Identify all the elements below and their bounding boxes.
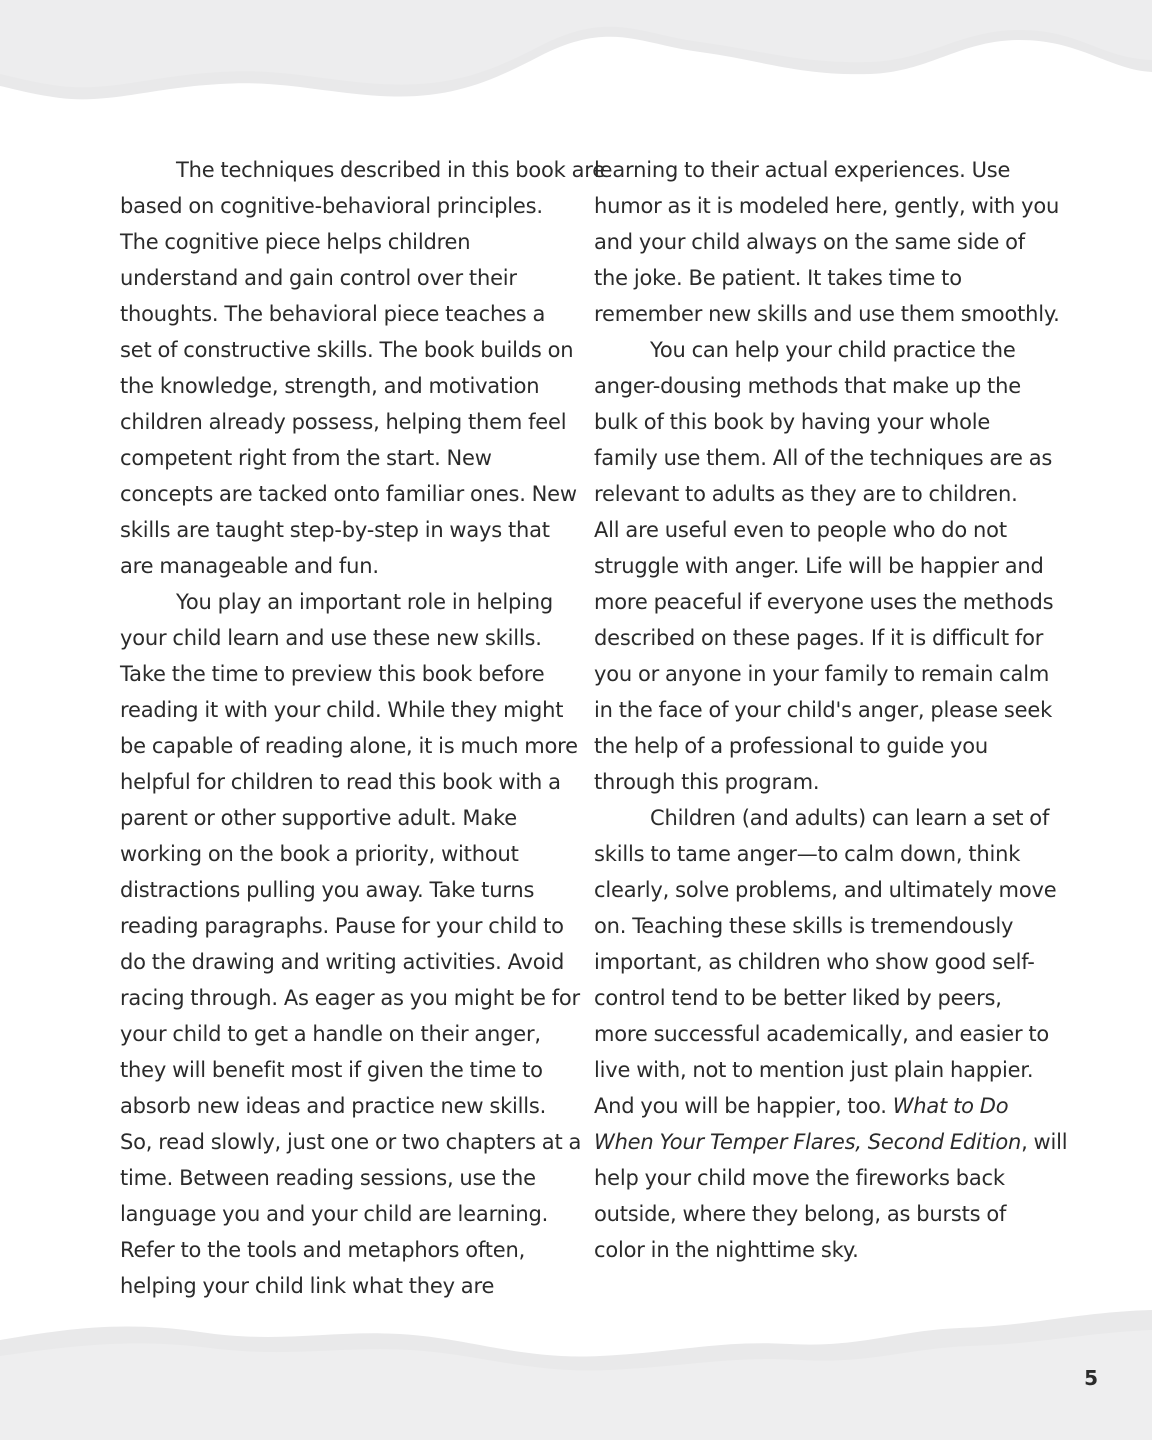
text-line: learning to their actual experiences. Use — [594, 158, 1011, 182]
text-line: working on the book a priority, without — [120, 842, 519, 866]
text-line: based on cognitive-behavioral principles. — [120, 194, 543, 218]
text-line: Refer to the tools and metaphors often, — [120, 1238, 526, 1262]
paragraph-your-role — [120, 584, 582, 1304]
text-line: remember new skills and use them smoothly. — [594, 302, 1060, 326]
text-line: do the drawing and writing activities. Avoid — [120, 950, 565, 974]
text-line: children already possess, helping them feel — [120, 410, 567, 434]
text-line: helpful for children to read this book with a — [120, 770, 561, 794]
book-title-italic: When Your Temper Flares, Second Edition — [594, 1130, 1022, 1154]
text-fragment: And you will be happier, too. — [594, 1094, 893, 1118]
paragraph-tame-anger — [594, 800, 1068, 1268]
paragraph-family-practice — [594, 332, 1054, 800]
text-line: time. Between reading sessions, use the — [120, 1166, 536, 1190]
text-line: through this program. — [594, 770, 820, 794]
text-line: your child to get a handle on their anger, — [120, 1022, 541, 1046]
paragraph-your-role-continued — [594, 152, 1060, 332]
text-line: racing through. As eager as you might be for — [120, 986, 580, 1010]
text-line: concepts are tacked onto familiar ones. New — [120, 482, 577, 506]
text-line: skills to tame anger—to calm down, think — [594, 842, 1021, 866]
text-line: You play an important role in helping — [176, 590, 554, 614]
text-line: The cognitive piece helps children — [120, 230, 471, 254]
right-text-column — [594, 152, 1068, 1268]
text-line: live with, not to mention just plain happier. — [594, 1058, 1034, 1082]
text-line: anger-dousing methods that make up the — [594, 374, 1021, 398]
text-line: and your child always on the same side of — [594, 230, 1025, 254]
text-line: language you and your child are learning. — [120, 1202, 549, 1226]
text-line: understand and gain control over their — [120, 266, 517, 290]
text-line: The techniques described in this book are — [176, 158, 605, 182]
book-title-italic: What to Do — [892, 1094, 1009, 1118]
text-line: more peaceful if everyone uses the methods — [594, 590, 1054, 614]
text-line: set of constructive skills. The book builds on — [120, 338, 574, 362]
text-line: helping your child link what they are — [120, 1274, 495, 1298]
text-line: skills are taught step-by-step in ways that — [120, 518, 550, 542]
text-line: control tend to be better liked by peers, — [594, 986, 1002, 1010]
text-line: color in the nighttime sky. — [594, 1238, 859, 1262]
text-line: described on these pages. If it is difficult for — [594, 626, 1044, 650]
text-line: relevant to adults as they are to children. — [594, 482, 1018, 506]
text-line: competent right from the start. New — [120, 446, 492, 470]
text-line: All are useful even to people who do not — [594, 518, 1007, 542]
text-line: the joke. Be patient. It takes time to — [594, 266, 962, 290]
text-line: help your child move the fireworks back — [594, 1166, 1005, 1190]
text-line: absorb new ideas and practice new skills. — [120, 1094, 547, 1118]
text-line: struggle with anger. Life will be happier and — [594, 554, 1044, 578]
text-line: reading it with your child. While they might — [120, 698, 564, 722]
text-line: bulk of this book by having your whole — [594, 410, 991, 434]
text-line: outside, where they belong, as bursts of — [594, 1202, 1007, 1226]
text-line: more successful academically, and easier to — [594, 1022, 1050, 1046]
text-line: parent or other supportive adult. Make — [120, 806, 517, 830]
text-line: your child learn and use these new skills. — [120, 626, 542, 650]
text-line: humor as it is modeled here, gently, with you — [594, 194, 1060, 218]
text-line — [594, 1124, 1068, 1160]
text-line: the help of a professional to guide you — [594, 734, 989, 758]
text-line: important, as children who show good self- — [594, 950, 1035, 974]
text-line: family use them. All of the techniques are as — [594, 446, 1053, 470]
text-line: distractions pulling you away. Take turns — [120, 878, 535, 902]
text-line: So, read slowly, just one or two chapters at a — [120, 1130, 582, 1154]
text-line: reading paragraphs. Pause for your child to — [120, 914, 564, 938]
text-line: in the face of your child's anger, please seek — [594, 698, 1053, 722]
paragraph-techniques — [120, 152, 605, 584]
text-line: you or anyone in your family to remain calm — [594, 662, 1050, 686]
text-line: they will benefit most if given the time to — [120, 1058, 543, 1082]
text-line: Children (and adults) can learn a set of — [650, 806, 1050, 830]
page-number: 5 — [1084, 1366, 1098, 1390]
bottom-wave-decoration — [0, 1300, 1152, 1440]
text-line — [594, 1088, 1034, 1124]
text-line: be capable of reading alone, it is much more — [120, 734, 578, 758]
text-line: thoughts. The behavioral piece teaches a — [120, 302, 546, 326]
text-line: are manageable and fun. — [120, 554, 379, 578]
text-line: You can help your child practice the — [650, 338, 1016, 362]
text-fragment: , will — [1021, 1130, 1068, 1154]
left-text-column — [120, 152, 605, 1304]
text-line: the knowledge, strength, and motivation — [120, 374, 540, 398]
text-line: on. Teaching these skills is tremendously — [594, 914, 1014, 938]
text-line: Take the time to preview this book before — [120, 662, 545, 686]
text-line: clearly, solve problems, and ultimately move — [594, 878, 1057, 902]
top-wave-decoration — [0, 0, 1152, 130]
